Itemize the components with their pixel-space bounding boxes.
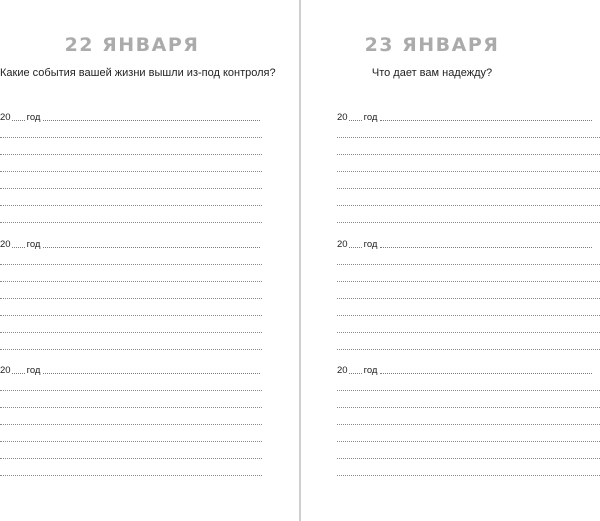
writing-line[interactable] [0, 188, 262, 189]
year-label: год [26, 365, 41, 376]
writing-line[interactable] [0, 475, 262, 476]
year-prefix: 20 [0, 365, 11, 376]
year-prefix: 20 [337, 112, 348, 123]
year-blank [349, 245, 362, 248]
year-label: год [363, 112, 378, 123]
writing-line[interactable] [0, 349, 262, 350]
year-blank [12, 245, 25, 248]
writing-line[interactable] [0, 315, 262, 316]
year-blank [349, 118, 362, 121]
year-label: год [26, 239, 41, 250]
right-page [301, 0, 600, 521]
writing-line[interactable] [337, 332, 600, 333]
writing-line[interactable] [0, 137, 262, 138]
year-label: год [363, 239, 378, 250]
year-prefix: 20 [337, 239, 348, 250]
writing-line[interactable] [337, 390, 600, 391]
writing-line[interactable] [337, 458, 600, 459]
writing-line[interactable] [337, 137, 600, 138]
answer-line [380, 371, 592, 374]
journal-question: Какие события вашей жизни вышли из-под контроля? [0, 67, 276, 79]
writing-line[interactable] [337, 222, 600, 223]
writing-line[interactable] [0, 390, 262, 391]
answer-line [380, 245, 592, 248]
writing-line[interactable] [0, 298, 262, 299]
year-blank [12, 371, 25, 374]
date-title: 22 ЯНВАРЯ [64, 34, 200, 56]
writing-line[interactable] [0, 222, 262, 223]
year-line[interactable] [337, 362, 592, 376]
writing-line[interactable] [337, 475, 600, 476]
writing-line[interactable] [0, 458, 262, 459]
writing-line[interactable] [337, 349, 600, 350]
writing-line[interactable] [0, 424, 262, 425]
year-blank [349, 371, 362, 374]
date-title: 23 ЯНВАРЯ [364, 34, 500, 56]
year-line[interactable] [0, 109, 260, 123]
writing-line[interactable] [337, 315, 600, 316]
writing-line[interactable] [337, 424, 600, 425]
writing-line[interactable] [0, 154, 262, 155]
journal-question: Что дает вам надежду? [371, 67, 493, 79]
year-blank [12, 118, 25, 121]
year-prefix: 20 [0, 112, 11, 123]
answer-line [43, 118, 260, 121]
writing-line[interactable] [337, 205, 600, 206]
writing-line[interactable] [337, 264, 600, 265]
writing-line[interactable] [0, 264, 262, 265]
writing-line[interactable] [337, 188, 600, 189]
writing-line[interactable] [0, 281, 262, 282]
writing-line[interactable] [337, 407, 600, 408]
year-label: год [363, 365, 378, 376]
writing-line[interactable] [337, 281, 600, 282]
writing-line[interactable] [0, 441, 262, 442]
writing-line[interactable] [337, 441, 600, 442]
writing-line[interactable] [337, 154, 600, 155]
year-line[interactable] [337, 236, 592, 250]
answer-line [43, 245, 260, 248]
writing-line[interactable] [0, 407, 262, 408]
writing-line[interactable] [0, 205, 262, 206]
year-line[interactable] [0, 236, 260, 250]
year-line[interactable] [337, 109, 592, 123]
writing-line[interactable] [0, 332, 262, 333]
year-prefix: 20 [337, 365, 348, 376]
writing-line[interactable] [337, 298, 600, 299]
year-prefix: 20 [0, 239, 11, 250]
year-line[interactable] [0, 362, 260, 376]
writing-line[interactable] [0, 171, 262, 172]
answer-line [380, 118, 592, 121]
writing-line[interactable] [337, 171, 600, 172]
answer-line [43, 371, 260, 374]
year-label: год [26, 112, 41, 123]
